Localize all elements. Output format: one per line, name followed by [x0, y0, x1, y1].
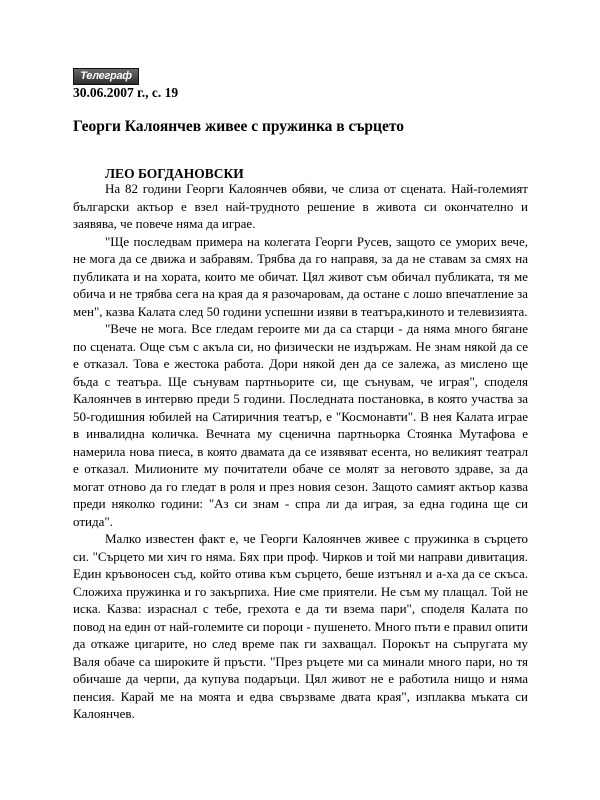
article-paragraph: На 82 години Георги Калоянчев обяви, че слиза от сцената. Най-големият български актьор е взел най-трудното решение в живота си окончателно и заявява, че повече няма да играе. [73, 181, 528, 231]
article-headline: Георги Калоянчев живее с пружинка в сърцето [73, 118, 405, 135]
article-paragraph: "Ще последвам примера на колегата Георги Русев, защото се уморих вече, не мога да се движа и забравям. Трябва да го направя, за да не ставам за смях на публиката и на хората, които ме обичат. Цял живот съм обичал публиката, тя ме обича и не трябва сега на края да я разочаровам, да остане с лошо впечатление за мен", казва Калата след 50 години успешни изяви в театъра,киното и телевизията. [73, 233, 528, 319]
article-paragraph: "Вече не мога. Все гледам героите ми да са старци - да няма много бягане по сцената. Още съм с акъла си, но физически не издържам. Не знам някой да се е отказал. Това е жестока работа. Дори някой ден да се залежа, аз мислено ще бъда с театъра. Ще сънувам партньорите си, ще сънувам, че играя", споделя Калоянчев в интервю преди 5 години. Последната постановка, в която участва за 50-годишния юбилей на Сатиричния театър, е "Космонавти". В нея Калата играе в инвалидна количка. Вечната му сценична партньорка Стоянка Мутафова е намерила нова пиеса, в която двамата да се изявяват есента, но великият театрал е отказал. Милионите му почитатели обаче се молят за неговото здраве, за да могат отново да го гледат в роля и през новия сезон. Защото самият актьор казва преди няколко години: "Аз си знам - спра ли да играя, за една година ще си отида". [73, 321, 528, 529]
newspaper-logo: Телеграф [73, 68, 139, 85]
article-paragraph: Малко известен факт е, че Георги Калоянчев живее с пружинка в сърцето си. "Сърцето ми хич го няма. Бях при проф. Чирков и той ми направи дивитация. Един кръвоносен съд, който отива към сърцето, беше изтънял и а-ха да се скъса. Сложиха пружинка и го закърпиха. Ние сме приятели. Не съм му плащал. Той не иска. Казва: израснал с тебе, грехота е да ти взема пари", споделя Калата по повод на един от най-големите си пороци - пушенето. Много пъти е правил опити да откаже цигарите, но след време пак ги захващал. Порокът на съпругата му Валя обаче са широките й пръсти. "През ръцете ми са минали много пари, но тя обичаше да черпи, да купува подаръци. Цял живот не е работила нищо и няма пенсия. Карай ме на моята и едва свързваме двата края", изплаква мъката си Калоянчев. [73, 531, 528, 721]
publication-dateline: 30.06.2007 г., с. 19 [73, 85, 179, 100]
article-body [73, 180, 528, 723]
article-author: ЛЕО БОГДАНОВСКИ [105, 166, 244, 181]
